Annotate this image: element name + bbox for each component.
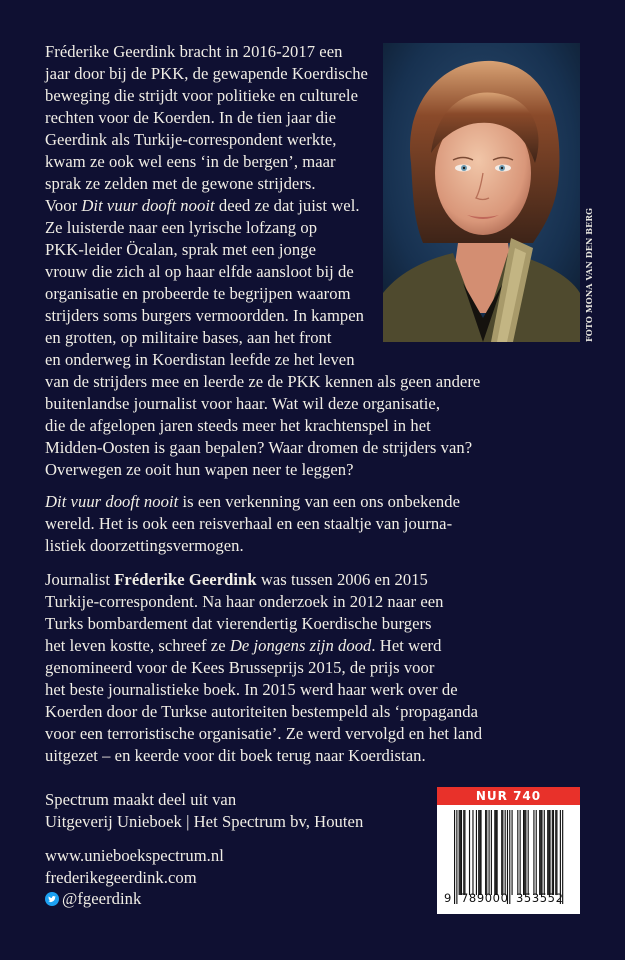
text-span: uitgezet – en keerde voor dit boek terug naar Koerdistan. — [45, 746, 426, 765]
text-line — [45, 723, 482, 745]
text-line — [45, 701, 478, 723]
text-line — [45, 85, 358, 107]
barcode-label — [437, 787, 580, 914]
text-span: jaar door bij de PKK, de gewapende Koerdische — [45, 64, 368, 83]
text-span: was tussen 2006 en 2015 — [256, 570, 428, 589]
nur-code: NUR 740 — [437, 787, 580, 805]
text-span: Midden-Oosten is gaan bepalen? Waar dromen de strijders van? — [45, 438, 473, 457]
text-line — [45, 305, 364, 327]
text-line — [45, 349, 355, 371]
text-line — [45, 613, 432, 635]
text-span: Overwegen ze ooit hun wapen neer te leggen? — [45, 460, 354, 479]
text-line — [45, 129, 337, 151]
publisher-website-link[interactable]: www.unieboekspectrum.nl — [45, 846, 224, 865]
text-span: Koerden door de Turkse autoriteiten bestempeld als ‘propaganda — [45, 702, 479, 721]
text-span: . Het werd — [371, 636, 442, 655]
text-span: die de afgelopen jaren steeds meer het krachtenspel in het — [45, 416, 431, 435]
text-line — [45, 261, 354, 283]
text-span: rechten voor de Koerden. In de tien jaar die — [45, 108, 337, 127]
author-website-link[interactable]: frederikegeerdink.com — [45, 868, 197, 887]
text-span: beweging die strijdt voor politieke en culturele — [45, 86, 358, 105]
text-line — [45, 535, 244, 557]
text-span: deed ze dat juist wel. — [214, 196, 360, 215]
text-line — [45, 591, 444, 613]
text-line — [45, 513, 452, 535]
isbn-right-digits: 353552 — [516, 891, 564, 905]
text-span: PKK-leider Öcalan, sprak met een jonge — [45, 240, 316, 259]
text-line — [45, 107, 336, 129]
text-line — [45, 745, 426, 767]
text-line — [45, 63, 368, 85]
text-span: is een verkenning van een ons onbekende — [178, 492, 460, 511]
text-line — [45, 393, 440, 415]
book-title: Dit vuur dooft nooit — [81, 196, 215, 215]
text-span: sprak ze zelden met de gewone strijders. — [45, 174, 316, 193]
text-line — [45, 217, 317, 239]
text-line — [45, 679, 458, 701]
text-span: buitenlandse journalist voor haar. Wat wil deze organisatie, — [45, 394, 441, 413]
text-span: het leven kostte, schreef ze — [45, 636, 230, 655]
photo-credit-text: FOTO MONA VAN DEN BERG — [584, 207, 594, 342]
twitter-icon — [45, 892, 59, 906]
text-span: voor een terroristische organisatie’. Ze werd vervolgd en het land — [45, 724, 483, 743]
text-span: en onderweg in Koerdistan leefde ze het leven — [45, 350, 355, 369]
text-line — [45, 459, 354, 481]
text-line — [45, 415, 431, 437]
twitter-handle-link[interactable]: @fgeerdink — [62, 889, 142, 908]
isbn-left-digits: 789000 — [461, 891, 509, 905]
isbn-first-digit: 9 — [444, 891, 452, 905]
book-title: De jongens zijn dood — [229, 636, 372, 655]
text-span: Fréderike Geerdink bracht in 2016-2017 een — [45, 42, 343, 61]
author-name: Fréderike Geerdink — [114, 570, 257, 589]
publisher-line-2: Uitgeverij Unieboek | Het Spectrum bv, Houten — [45, 812, 364, 831]
text-span: en grotten, op militaire bases, aan het front — [45, 328, 332, 347]
text-line — [45, 491, 460, 513]
text-line — [45, 195, 360, 217]
text-line — [45, 437, 472, 459]
text-line — [45, 173, 316, 195]
text-span: van de strijders mee en leerde ze de PKK kennen als geen andere — [45, 372, 481, 391]
text-span: genomineerd voor de Kees Brusseprijs 2015, de prijs voor — [45, 658, 435, 677]
photo-credit — [584, 207, 596, 342]
text-span: Turkije-correspondent. Na haar onderzoek in 2012 naar een — [45, 592, 444, 611]
text-line — [45, 239, 316, 261]
author-photo — [383, 43, 580, 342]
text-line — [45, 327, 332, 349]
text-line — [45, 569, 428, 591]
text-span: organisatie en probeerde te begrijpen waarom — [45, 284, 351, 303]
text-span: listiek doorzettingsvermogen. — [45, 536, 244, 555]
publisher-line-1: Spectrum maakt deel uit van — [45, 790, 237, 809]
text-line — [45, 41, 342, 63]
text-span: Voor — [45, 196, 82, 215]
text-span: wereld. Het is ook een reisverhaal en een staaltje van journa- — [45, 514, 453, 533]
text-span: vrouw die zich al op haar elfde aansloot bij de — [45, 262, 354, 281]
text-span: het beste journalistieke boek. In 2015 werd haar werk over de — [45, 680, 458, 699]
book-title: Dit vuur dooft nooit — [45, 492, 179, 511]
text-span: strijders soms burgers vermoordden. In kampen — [45, 306, 365, 325]
text-span: Ze luisterde naar een lyrische lofzang op — [45, 218, 318, 237]
text-span: Geerdink als Turkije-correspondent werkte, — [45, 130, 337, 149]
text-line — [45, 151, 336, 173]
portrait-illustration — [383, 43, 580, 342]
text-line — [45, 657, 434, 679]
text-line — [45, 283, 351, 305]
text-line — [45, 635, 441, 657]
text-line — [45, 371, 480, 393]
text-span: Turks bombardement dat vierendertig Koerdische burgers — [45, 614, 432, 633]
text-span: kwam ze ook wel eens ‘in de bergen’, maar — [45, 152, 336, 171]
text-span: Journalist — [45, 570, 115, 589]
